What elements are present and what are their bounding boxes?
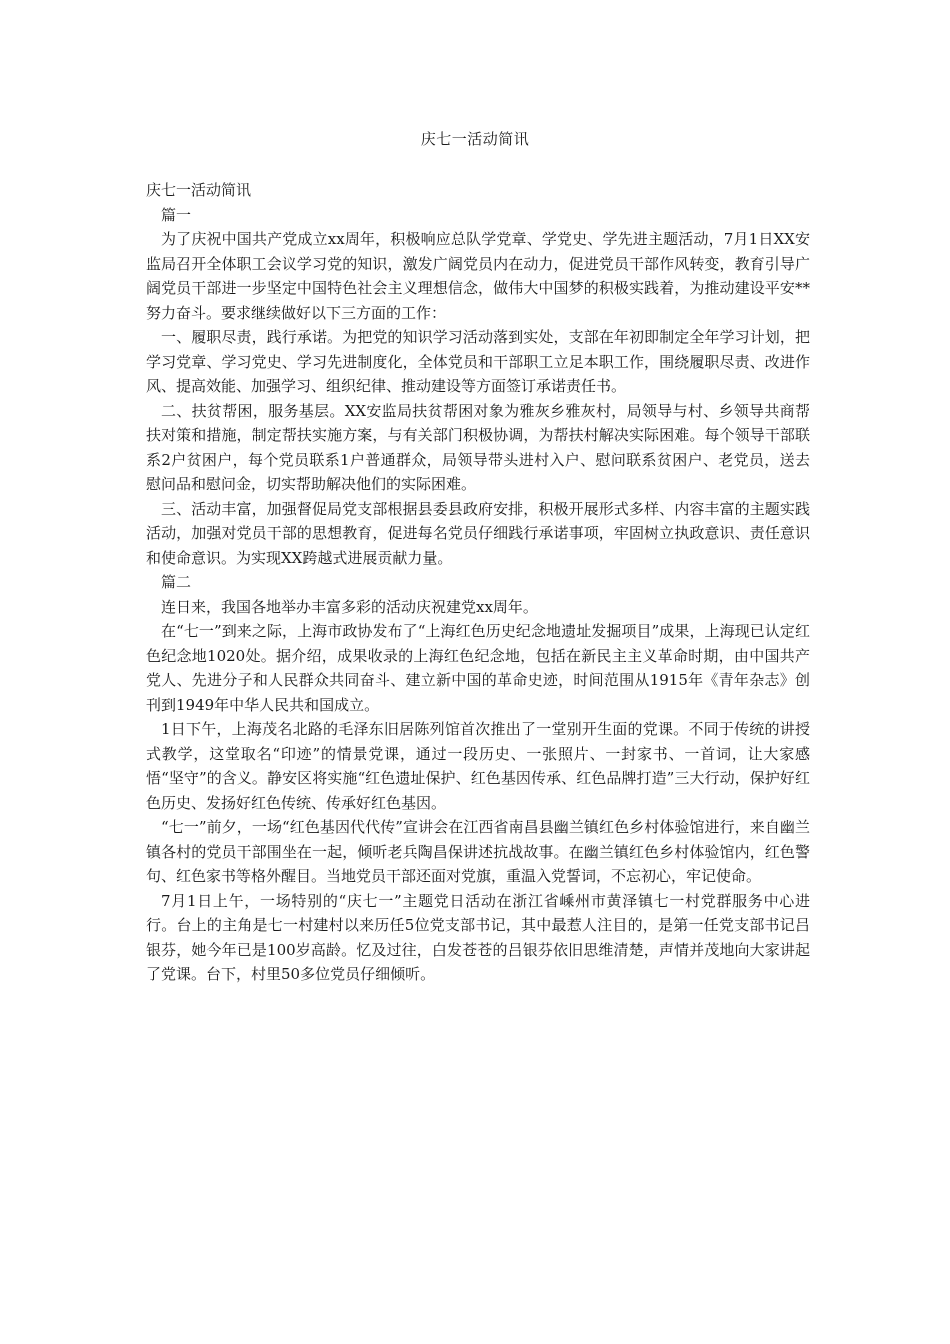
document-body [146, 178, 810, 987]
paragraph: 二、扶贫帮困，服务基层。XX安监局扶贫帮困对象为雅灰乡雅灰村，局领导与村、乡领导共商帮扶对策和措施，制定帮扶实施方案，与有关部门积极协调，为帮扶村解决实际困难。每个领导干部联系2户贫困户，每个党员联系1户普通群众，局领导带头进村入户、慰问联系贫困户、老党员，送去慰问品和慰问金，切实帮助解决他们的实际困难。 [146, 401, 810, 493]
document-subtitle: 庆七一活动简讯 [146, 181, 252, 199]
paragraph: 三、活动丰富，加强督促局党支部根据县委县政府安排，积极开展形式多样、内容丰富的主题实践活动，加强对党员干部的思想教育，促进每名党员仔细践行承诺事项，牢固树立执政意识、责任意识和使命意识。为实现XX跨越式进展贡献力量。 [146, 499, 810, 567]
section-label-2: 篇二 [161, 573, 192, 591]
section-label-1: 篇一 [161, 205, 192, 224]
paragraph: 在“七一”到来之际，上海市政协发布了“上海红色历史纪念地遗址发掘项目”成果，上海现已认定红色纪念地1020处。据介绍，成果收录的上海红色纪念地，包括在新民主主义革命时期，由中国共产党人、先进分子和人民群众共同奋斗、建立新中国的革命史迹，时间范围从1915年《青年杂志》创刊到1949年中华人民共和国成立。 [146, 622, 810, 714]
paragraph: 一、履职尽责，践行承诺。为把党的知识学习活动落到实处，支部在年初即制定全年学习计划，把学习党章、学习党史、学习先进制度化，全体党员和干部职工立足本职工作，围绕履职尽责、改进作风、提高效能、加强学习、组织纪律、推动建设等方面签订承诺责任书。 [146, 328, 810, 395]
paragraph: 连日来，我国各地举办丰富多彩的活动庆祝建党xx周年。 [161, 597, 538, 616]
paragraph: 7月1日上午，一场特别的“庆七一”主题党日活动在浙江省嵊州市黄泽镇七一村党群服务中心进行。台上的主角是七一村建村以来历任5位党支部书记，其中最惹人注目的，是第一任党支部书记吕银芬，她今年已是100岁高龄。忆及过往，白发苍苍的吕银芬依旧思维清楚，声情并茂地向大家讲起了党课。台下，村里50多位党员仔细倾听。 [146, 891, 810, 983]
paragraph: “七一”前夕，一场“红色基因代代传”宣讲会在江西省南昌县幽兰镇红色乡村体验馆进行，来自幽兰镇各村的党员干部围坐在一起，倾听老兵陶昌保讲述抗战故事。在幽兰镇红色乡村体验馆内，红色警句、红色家书等格外醒目。当地党员干部还面对党旗，重温入党誓词，不忘初心，牢记使命。 [146, 818, 810, 885]
paragraph: 为了庆祝中国共产党成立xx周年，积极响应总队学党章、学党史、学先进主题活动，7月1日XX安监局召开全体职工会议学习党的知识，激发广阔党员内在动力，促进党员干部作风转变，教育引导广阔党员干部进一步坚定中国特色社会主义理想信念，做伟大中国梦的积极实践着，为推动建设平安**努力奋斗。要求继续做好以下三方面的工作： [146, 230, 810, 322]
paragraph: 1日下午，上海茂名北路的毛泽东旧居陈列馆首次推出了一堂别开生面的党课。不同于传统的讲授式教学，这堂取名“印迹”的情景党课，通过一段历史、一张照片、一封家书、一首词，让大家感悟“坚守”的含义。静安区将实施“红色遗址保护、红色基因传承、红色品牌打造”三大行动，保护好红色历史、发扬好红色传统、传承好红色基因。 [146, 720, 810, 812]
document-title: 庆七一活动简讯 [420, 130, 530, 148]
